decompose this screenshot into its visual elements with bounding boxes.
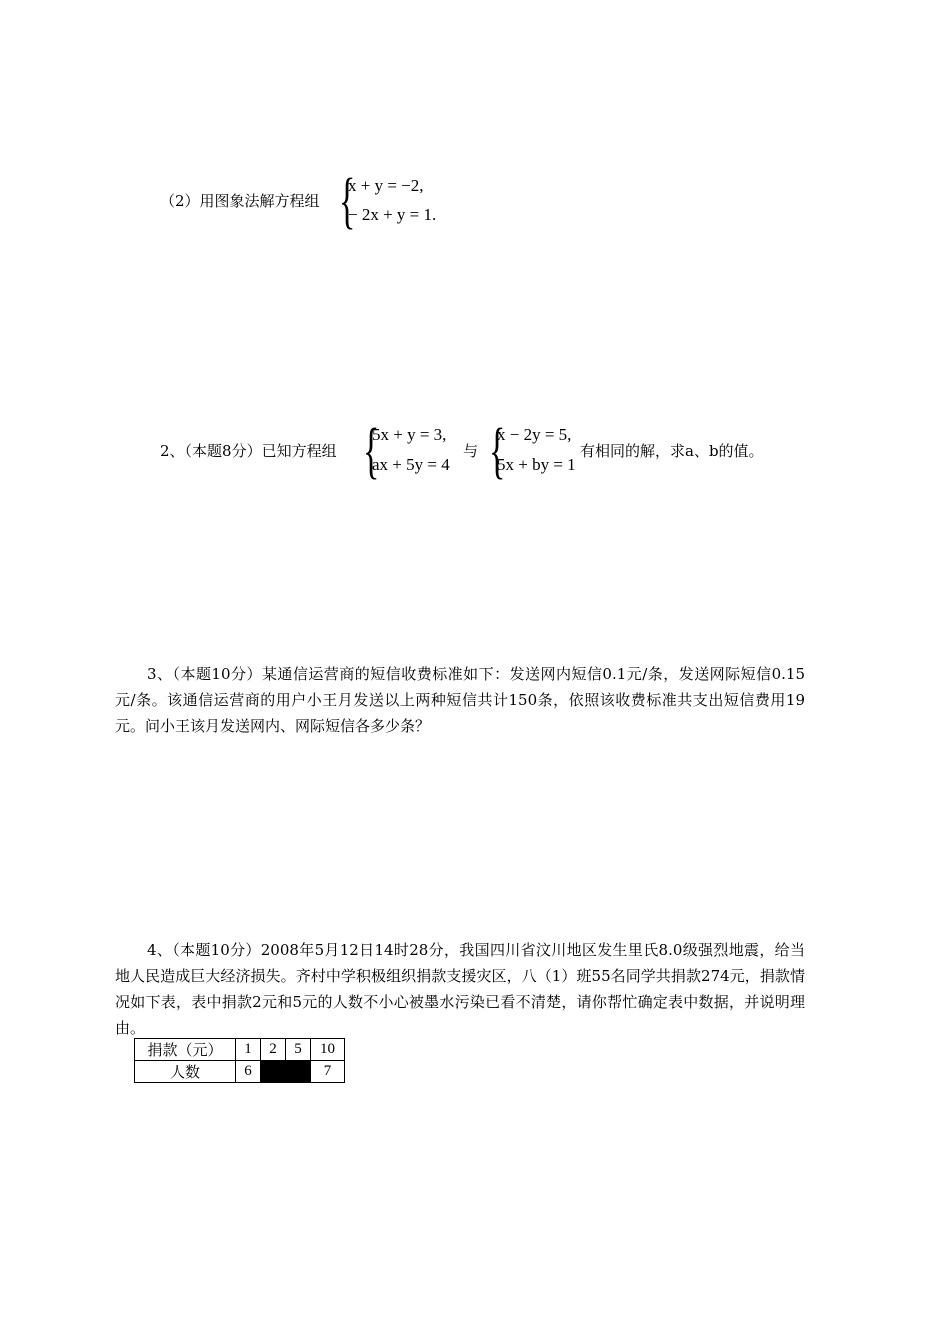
q1-system-brace: { (339, 167, 356, 235)
table-row (135, 1061, 345, 1083)
table-cell: 10 (311, 1039, 345, 1061)
q2-tail: 有相同的解，求a、b的值。 (580, 442, 764, 460)
q2-system2-equation-1: x − 2y = 5, (497, 425, 572, 444)
table-header-amount: 捐款（元） (135, 1039, 236, 1061)
q2-system1-equation-1: 5x + y = 3, (372, 425, 447, 444)
q1-equation-1: x + y = −2, (348, 176, 424, 195)
ink-stained-cell (286, 1061, 311, 1083)
q2-system2-brace: { (489, 417, 506, 485)
q2-connector: 与 (463, 442, 479, 460)
q2-label: 2、（本题8分）已知方程组 (160, 442, 337, 460)
donation-table (134, 1038, 345, 1083)
q3-text: 3、（本题10分）某通信运营商的短信收费标准如下：发送网内短信0.1元/条，发送网际短信0.15元/条。该通信运营商的用户小王月发送以上两种短信共计150条，依照该收费标准共支出短信费用19元。问小王该月发送网内、网际短信各多少条？ (115, 665, 805, 735)
table-cell: 5 (286, 1039, 311, 1061)
ink-stained-cell (261, 1061, 286, 1083)
table-header-people: 人数 (135, 1061, 236, 1083)
q2-system1-equation-2: ax + 5y = 4 (372, 455, 450, 474)
table-cell: 1 (236, 1039, 261, 1061)
q1-part2-label: （2）用图象法解方程组 (160, 192, 320, 210)
q1-equation-2: − 2x + y = 1. (348, 205, 437, 224)
table-cell: 2 (261, 1039, 286, 1061)
q2-system1-brace: { (363, 417, 380, 485)
q2-system2-equation-2: 5x + by = 1 (497, 455, 576, 474)
table-cell: 7 (311, 1061, 345, 1083)
q4-text: 4、（本题10分）2008年5月12日14时28分，我国四川省汶川地区发生里氏8.0级强烈地震，给当地人民造成巨大经济损失。齐村中学积极组织捐款支援灾区，八（1）班55名同学共捐款274元，捐款情况如下表，表中捐款2元和5元的人数不小心被墨水污染已看不清楚，请你帮忙确定表中数据，并说明理由。 (115, 941, 805, 1037)
table-cell: 6 (236, 1061, 261, 1083)
table-row (135, 1039, 345, 1061)
